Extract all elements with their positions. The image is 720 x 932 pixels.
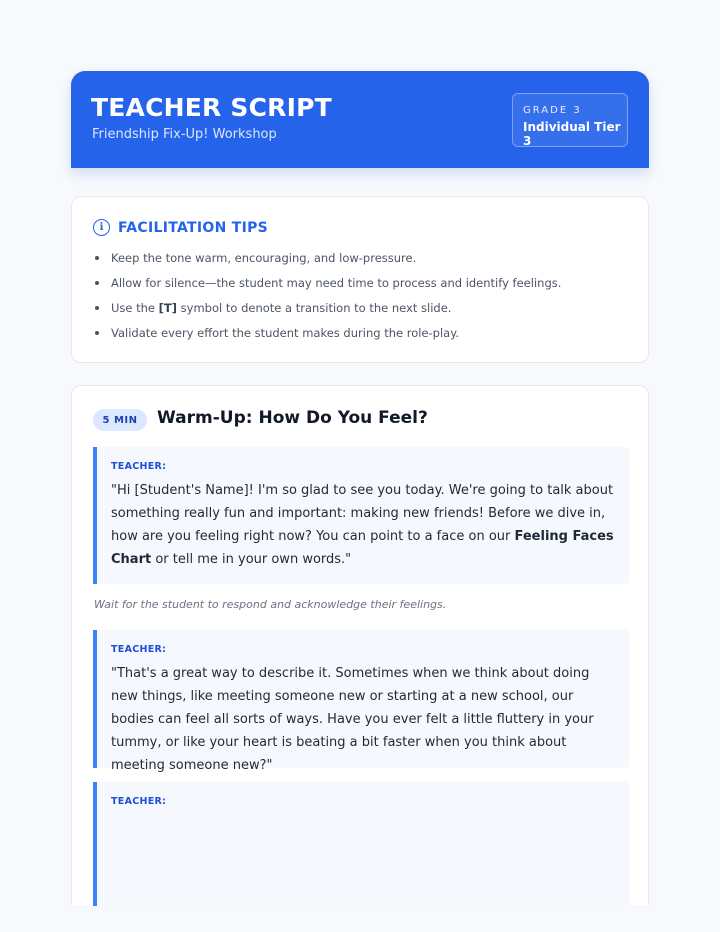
grade-badge — [512, 93, 628, 147]
tip-item — [93, 300, 561, 325]
tip-item: Validate every effort the student makes during the role-play. — [93, 325, 561, 350]
facilitation-tips-card — [71, 196, 649, 363]
tips-heading — [93, 219, 268, 236]
page-subtitle: Friendship Fix-Up! Workshop — [92, 127, 277, 142]
time-badge: 5 MIN — [93, 409, 147, 431]
tip-item: Keep the tone warm, encouraging, and low-pressure. — [93, 250, 561, 275]
teacher-dialogue: "That's a great way to describe it. Sometimes when we think about doing new things, like meeting someone new or starting at a new school, our bodies can feel all sorts of ways. Have you ever felt a little fluttery in your tummy, or like your heart is beating a bit faster when you think about meeting someone new?" — [111, 666, 594, 773]
teacher-label: TEACHER: — [111, 796, 167, 807]
dialogue-text: "Hi [Student's Name]! I'm so glad to see you today. We're going to talk about something really fun and important: making new friends! Before we dive in, how are you feeling right now? You can point to a face on our — [111, 483, 614, 544]
tip-item: Allow for silence—the student may need time to process and identify feelings. — [93, 275, 561, 300]
teacher-block — [93, 630, 629, 773]
teacher-label: TEACHER: — [111, 461, 167, 472]
info-icon: i — [93, 219, 110, 236]
teacher-label: TEACHER: — [111, 644, 167, 655]
grade-label: GRADE 3 — [523, 105, 582, 116]
transition-symbol: [T] — [158, 301, 178, 315]
teacher-block — [93, 782, 629, 906]
feeling-faces-chart-ref: Feeling Faces Chart — [111, 529, 614, 567]
page-title: TEACHER SCRIPT — [91, 93, 332, 122]
teacher-block — [93, 447, 629, 584]
section-title: Warm-Up: How Do You Feel? — [157, 408, 428, 428]
tips-list — [93, 250, 561, 350]
tier-label: Individual Tier 3 — [523, 120, 621, 148]
tip-text: symbol to denote a transition to the next slide. — [177, 301, 452, 315]
dialogue-text: or tell me in your own words." — [151, 552, 352, 567]
tips-title: FACILITATION TIPS — [118, 219, 269, 236]
script-header — [71, 71, 649, 168]
tip-text: Use the — [111, 301, 159, 315]
warm-up-section — [71, 385, 649, 905]
stage-direction: Wait for the student to respond and acknowledge their feelings. — [94, 598, 447, 611]
teacher-dialogue — [111, 479, 617, 571]
